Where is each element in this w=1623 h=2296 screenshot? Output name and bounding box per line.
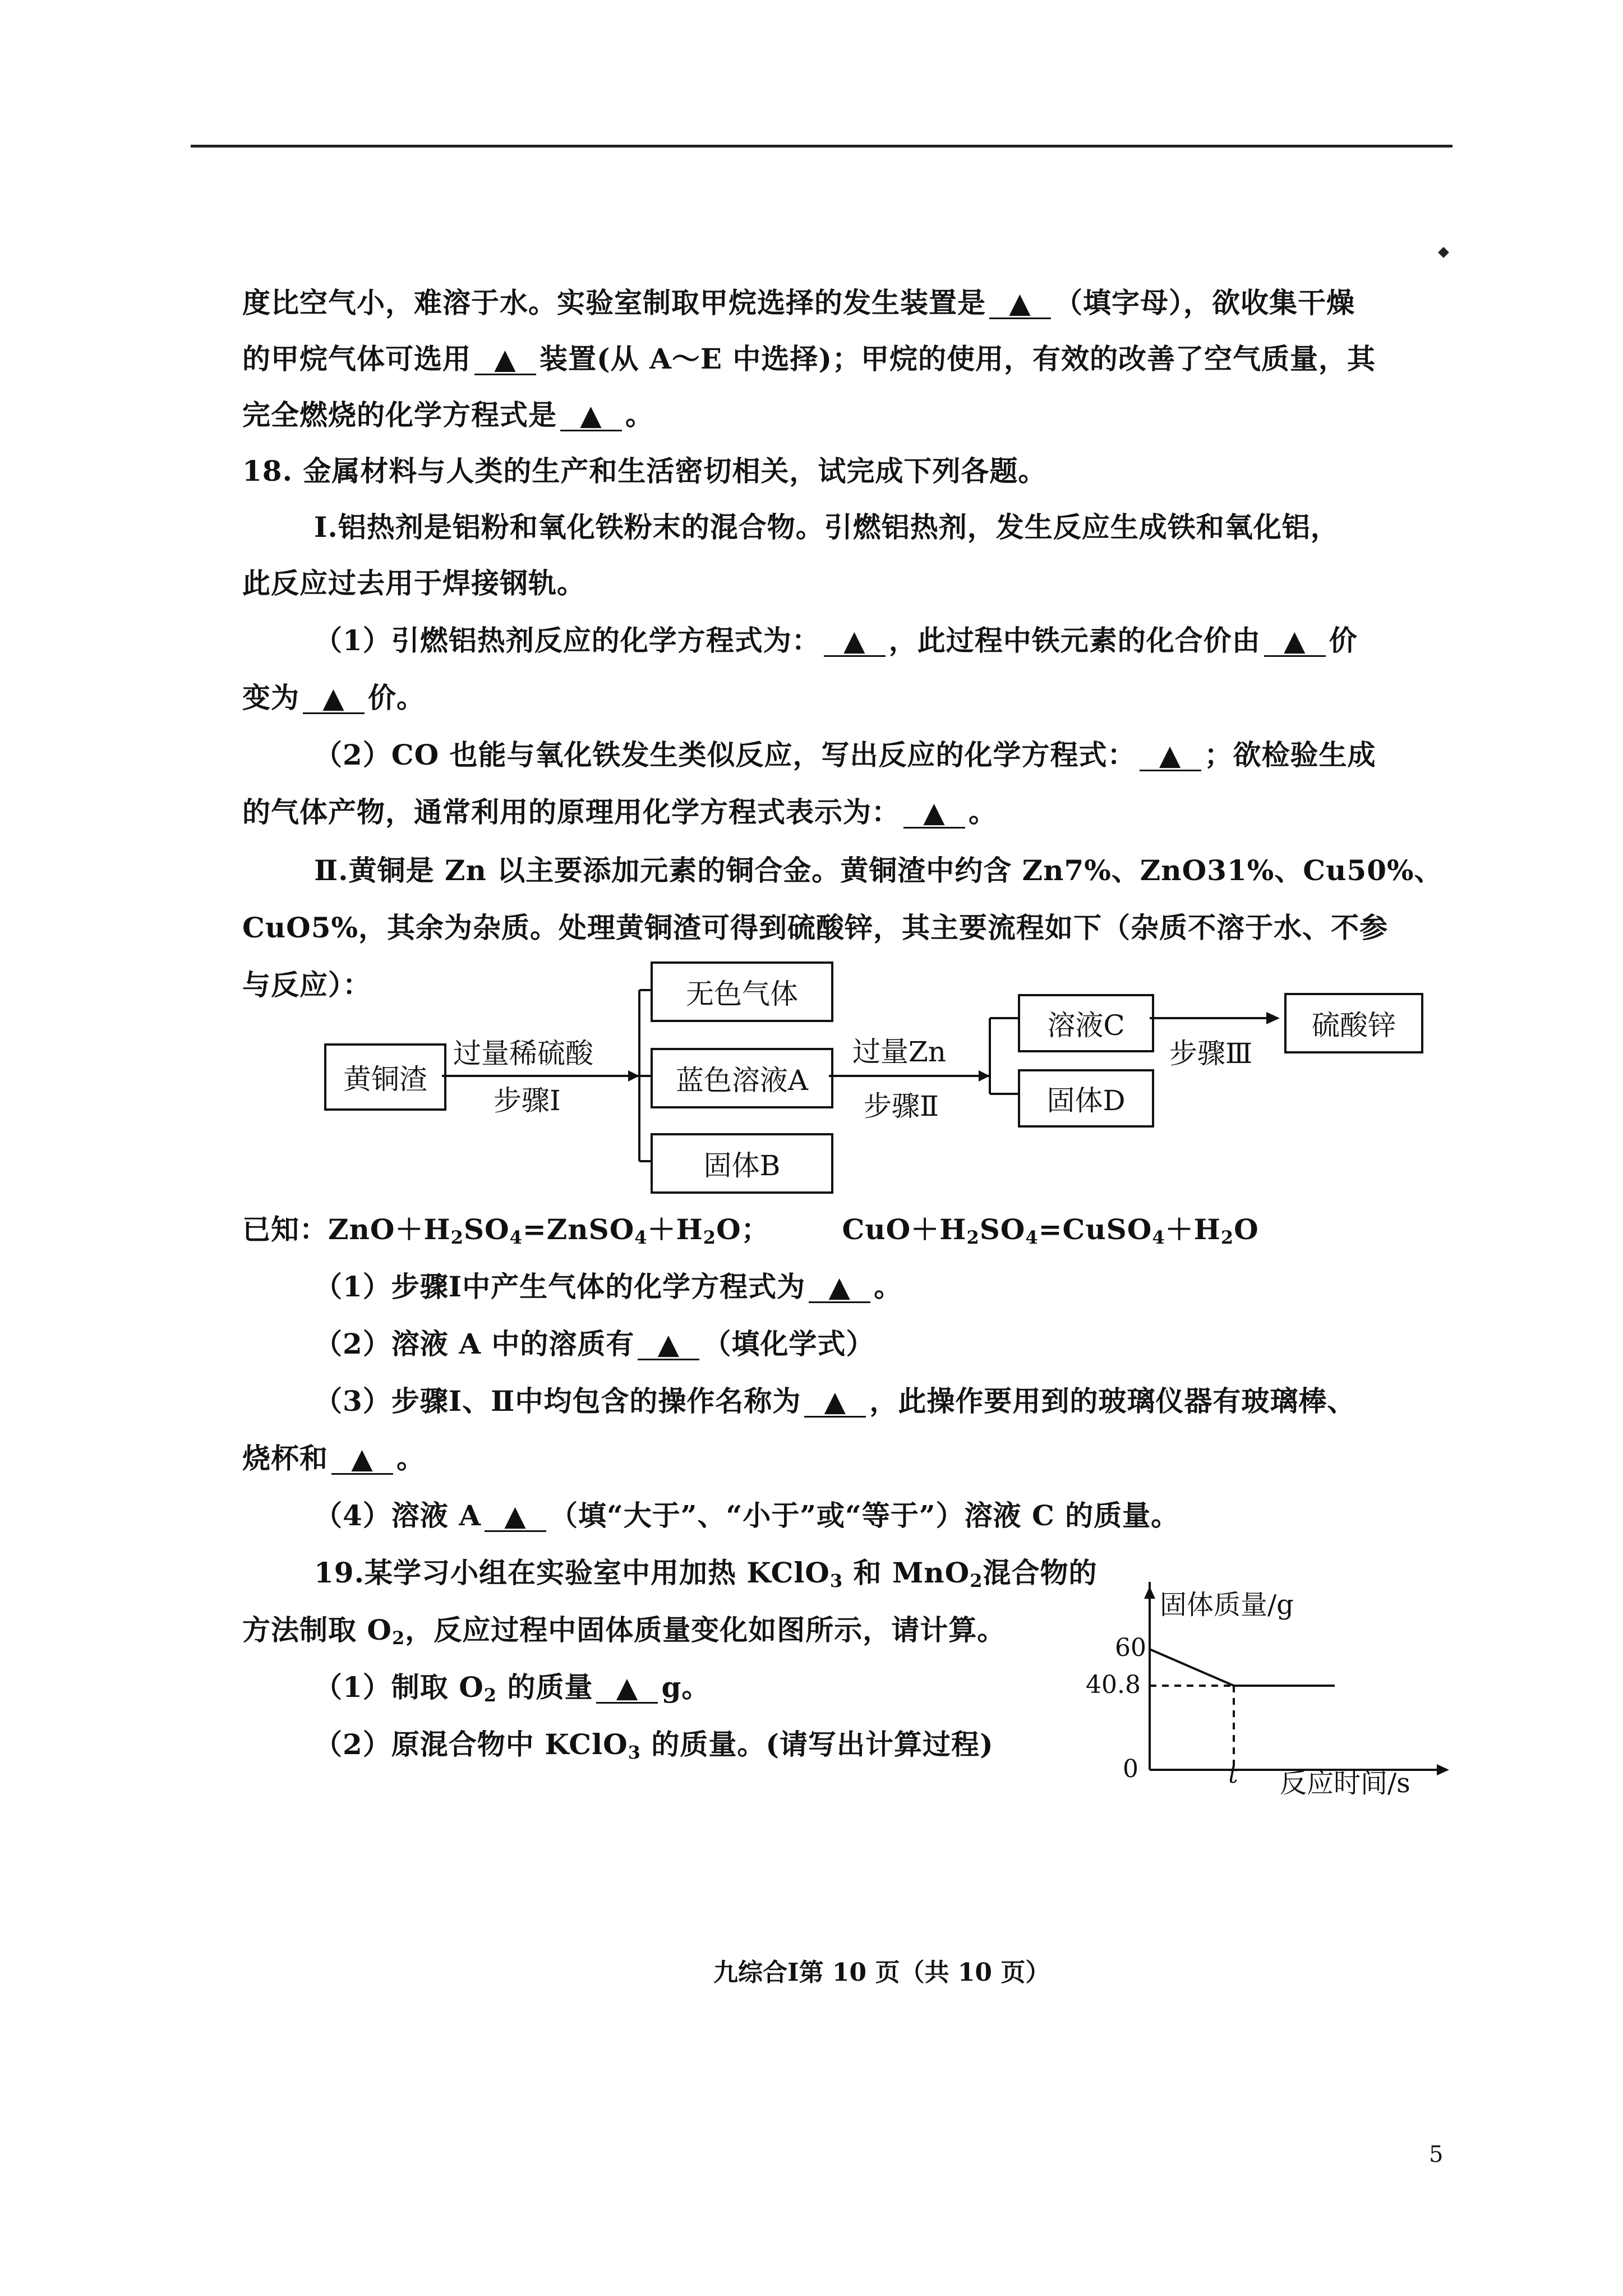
q18-ii-3-cont: 烧杯和 ▲ 。 (242, 1442, 425, 1475)
part-2-intro-3: 与反应）： (242, 968, 371, 1001)
question-18-title: 18. 金属材料与人类的生产和生活密切相关，试完成下列各题。 (242, 454, 1047, 487)
flow-step2-label: 步骤Ⅱ (864, 1090, 939, 1122)
q18-ii-3: （3）步骤Ⅰ、Ⅱ中均包含的操作名称为 ▲ ，此操作要用到的玻璃仪器有玻璃棒、 (314, 1384, 1356, 1418)
q18-1: （1）引燃铝热剂反应的化学方程式为： ▲ ，此过程中铁元素的化合价由 ▲ 价 (314, 624, 1358, 657)
known-equations: 已知：$ZnO+H_2SO_4=ZnSO_4+H_2O$； $CuO+H_2SO_4=CuSO_4+H_2O$ (242, 1213, 1259, 1248)
q19-intro-2: 方法制取 $O_2$，反应过程中固体质量变化如图所示，请计算。 (242, 1613, 1006, 1649)
q18-1-cont: 变为 ▲ 价。 (242, 681, 425, 714)
graph-decreasing-segment (1150, 1649, 1234, 1686)
flow-solution-a-box: 蓝色溶液A (651, 1048, 833, 1108)
part-1-intro-2: 此反应过去用于焊接钢轨。 (242, 567, 585, 600)
flow-step2-reagent: 过量Zn (852, 1036, 946, 1068)
q19-2: （2）原混合物中 KClO$_3$ 的质量。(请写出计算过程) (314, 1728, 994, 1763)
q18-ii-4: （4）溶液 A ▲ （填“大于”、“小于”或“等于”）溶液 C 的质量。 (314, 1499, 1180, 1532)
part-2-intro-2: CuO5%，其余为杂质。处理黄铜渣可得到硫酸锌，其主要流程如下（杂质不溶于水、不参 (242, 911, 1389, 944)
flow-step3-label: 步骤Ⅲ (1169, 1037, 1253, 1070)
q19-1: （1）制取 $O_2$ 的质量 ▲ g。 (314, 1671, 711, 1706)
part-1-intro: Ⅰ.铝热剂是铝粉和氧化铁粉末的混合物。引燃铝热剂，发生反应生成铁和氧化铝， (314, 510, 1339, 544)
q18-ii-1: （1）步骤Ⅰ中产生气体的化学方程式为 ▲ 。 (314, 1270, 903, 1303)
graph-y-label: 固体质量/g (1160, 1589, 1294, 1621)
q18-ii-2: （2）溶液 A 中的溶质有 ▲ （填化学式） (314, 1327, 875, 1360)
graph-x-label: 反应时间/s (1280, 1768, 1410, 1799)
flow-product-box: 硫酸锌 (1284, 993, 1423, 1053)
q19-intro: 19.某学习小组在实验室中用加热 KClO$_3$ 和 MnO$_2$混合物的 (314, 1556, 1098, 1591)
graph-origin: 0 (1123, 1755, 1138, 1783)
part-2-intro: Ⅱ.黄铜是 Zn 以主要添加元素的铜合金。黄铜渣中约含 Zn7%、ZnO31%、Cu50%、 (314, 854, 1443, 887)
graph-x-tick-t: t (1228, 1760, 1238, 1789)
flow-step1-reagent: 过量稀硫酸 (453, 1037, 593, 1070)
text-line-1: 度比空气小，难溶于水。实验室制取甲烷选择的发生装置是 ▲ （填字母），欲收集干燥 (242, 286, 1355, 319)
q18-2: （2）CO 也能与氧化铁发生类似反应，写出反应的化学方程式： ▲ ；欲检验生成 (314, 738, 1376, 771)
flow-start-box: 黄铜渣 (324, 1043, 446, 1111)
flow-solution-c-box: 溶液C (1018, 994, 1154, 1052)
flow-solid-d-box: 固体D (1018, 1069, 1154, 1128)
flow-gas-box: 无色气体 (651, 961, 833, 1022)
graph-y-tick-60: 60 (1115, 1634, 1146, 1662)
graph-y-tick-40-8: 40.8 (1086, 1671, 1141, 1699)
text-line-3: 完全燃烧的化学方程式是 ▲ 。 (242, 398, 654, 431)
flow-solid-b-box: 固体B (651, 1133, 833, 1194)
flow-step1-label: 步骤Ⅰ (494, 1084, 561, 1117)
q18-2-cont: 的气体产物，通常利用的原理用化学方程式表示为： ▲ 。 (242, 795, 997, 829)
page-number: 5 (1429, 2142, 1444, 2168)
text-line-2: 的甲烷气体可选用 ▲ 装置(从 A～E 中选择)；甲烷的使用，有效的改善了空气质量，其 (242, 342, 1376, 375)
page-footer: 九综合Ⅰ第 10 页（共 10 页） (713, 1958, 1050, 1987)
